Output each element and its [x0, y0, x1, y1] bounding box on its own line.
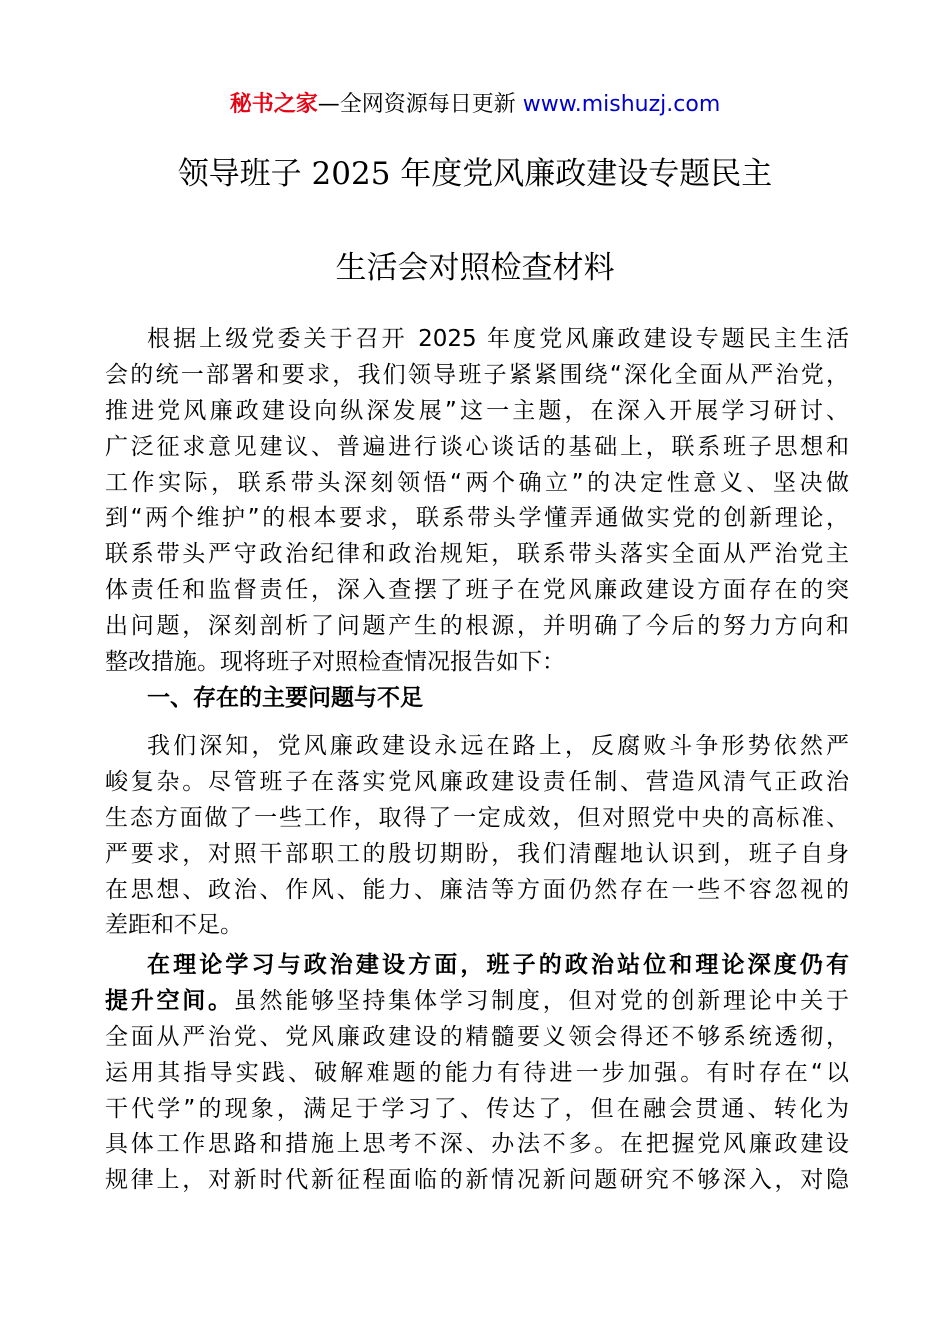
- text-line: 我们深知，党风廉政建设永远在路上，反腐败斗争形势依然严: [147, 733, 849, 759]
- text-line: 生态方面做了一些工作，取得了一定成效，但对照党中央的高标准、: [105, 804, 849, 831]
- bold-lead-line: 在理论学习与政治建设方面，班子的政治站位和理论深度仍有: [147, 952, 849, 978]
- text-line: 体责任和监督责任，深入查摆了班子在党风廉政建设方面存在的突: [105, 577, 849, 604]
- text-line: 推进党风廉政建设向纵深发展”这一主题，在深入开展学习研讨、: [105, 397, 849, 424]
- site-tagline: —全网资源每日更新: [317, 92, 516, 117]
- text-line: 规律上，对新时代新征程面临的新情况新问题研究不够深入，对隐: [105, 1167, 849, 1194]
- paragraph-intro: [105, 322, 849, 681]
- site-header: [0, 88, 950, 122]
- text-line: 会的统一部署和要求，我们领导班子紧紧围绕“深化全面从严治党，: [105, 361, 849, 388]
- text-line: 严要求，对照干部职工的殷切期盼，我们清醒地认识到，班子自身: [105, 840, 849, 867]
- text-line: 具体工作思路和措施上思考不深、办法不多。在把握党风廉政建设: [105, 1131, 849, 1158]
- text-line: [105, 984, 849, 1020]
- bold-lead-text: 提升空间。: [105, 987, 234, 1014]
- section-heading-text: 一、存在的主要问题与不足: [147, 685, 423, 711]
- text-line: 差距和不足。: [105, 912, 243, 939]
- text-line: 到“两个维护”的根本要求，联系带头学懂弄通做实党的创新理论，: [105, 505, 849, 532]
- paragraph-theory-study: [105, 948, 849, 1199]
- text-line: 根据上级党委关于召开 2025 年度党风廉政建设专题民主生活: [147, 326, 849, 352]
- site-url-link[interactable]: www.mishuzj.com: [522, 92, 721, 117]
- site-brand: 秘书之家: [229, 92, 318, 117]
- text-line: 干代学”的现象，满足于学习了、传达了，但在融会贯通、转化为: [105, 1095, 849, 1122]
- text-line: 出问题，深刻剖析了问题产生的根源，并明确了今后的努力方向和: [105, 613, 849, 640]
- text-line: 整改措施。现将班子对照检查情况报告如下：: [105, 649, 565, 676]
- text-line: 在思想、政治、作风、能力、廉洁等方面仍然存在一些不容忽视的: [105, 876, 849, 903]
- text-line: 广泛征求意见建议、普遍进行谈心谈话的基础上，联系班子思想和: [105, 433, 849, 460]
- text-line: 峻复杂。尽管班子在落实党风廉政建设责任制、营造风清气正政治: [105, 768, 849, 795]
- text-line: 联系带头严守政治纪律和政治规矩，联系带头落实全面从严治党主: [105, 541, 849, 568]
- text-segment: 虽然能够坚持集体学习制度，但对党的创新理论中关于: [233, 987, 849, 1014]
- document-title-line-1: 领导班子 2025 年度党风廉政建设专题民主: [177, 156, 773, 192]
- text-line: 全面从严治党、党风廉政建设的精髓要义领会得还不够系统透彻，: [105, 1023, 849, 1050]
- text-line: 工作实际，联系带头深刻领悟“两个确立”的决定性意义、坚决做: [105, 469, 849, 496]
- text-line: 运用其指导实践、破解难题的能力有待进一步加强。有时存在“以: [105, 1059, 849, 1086]
- paragraph-section1: [105, 729, 849, 944]
- document-title-line-2: 生活会对照检查材料: [335, 250, 615, 286]
- section-heading-1: [105, 681, 849, 717]
